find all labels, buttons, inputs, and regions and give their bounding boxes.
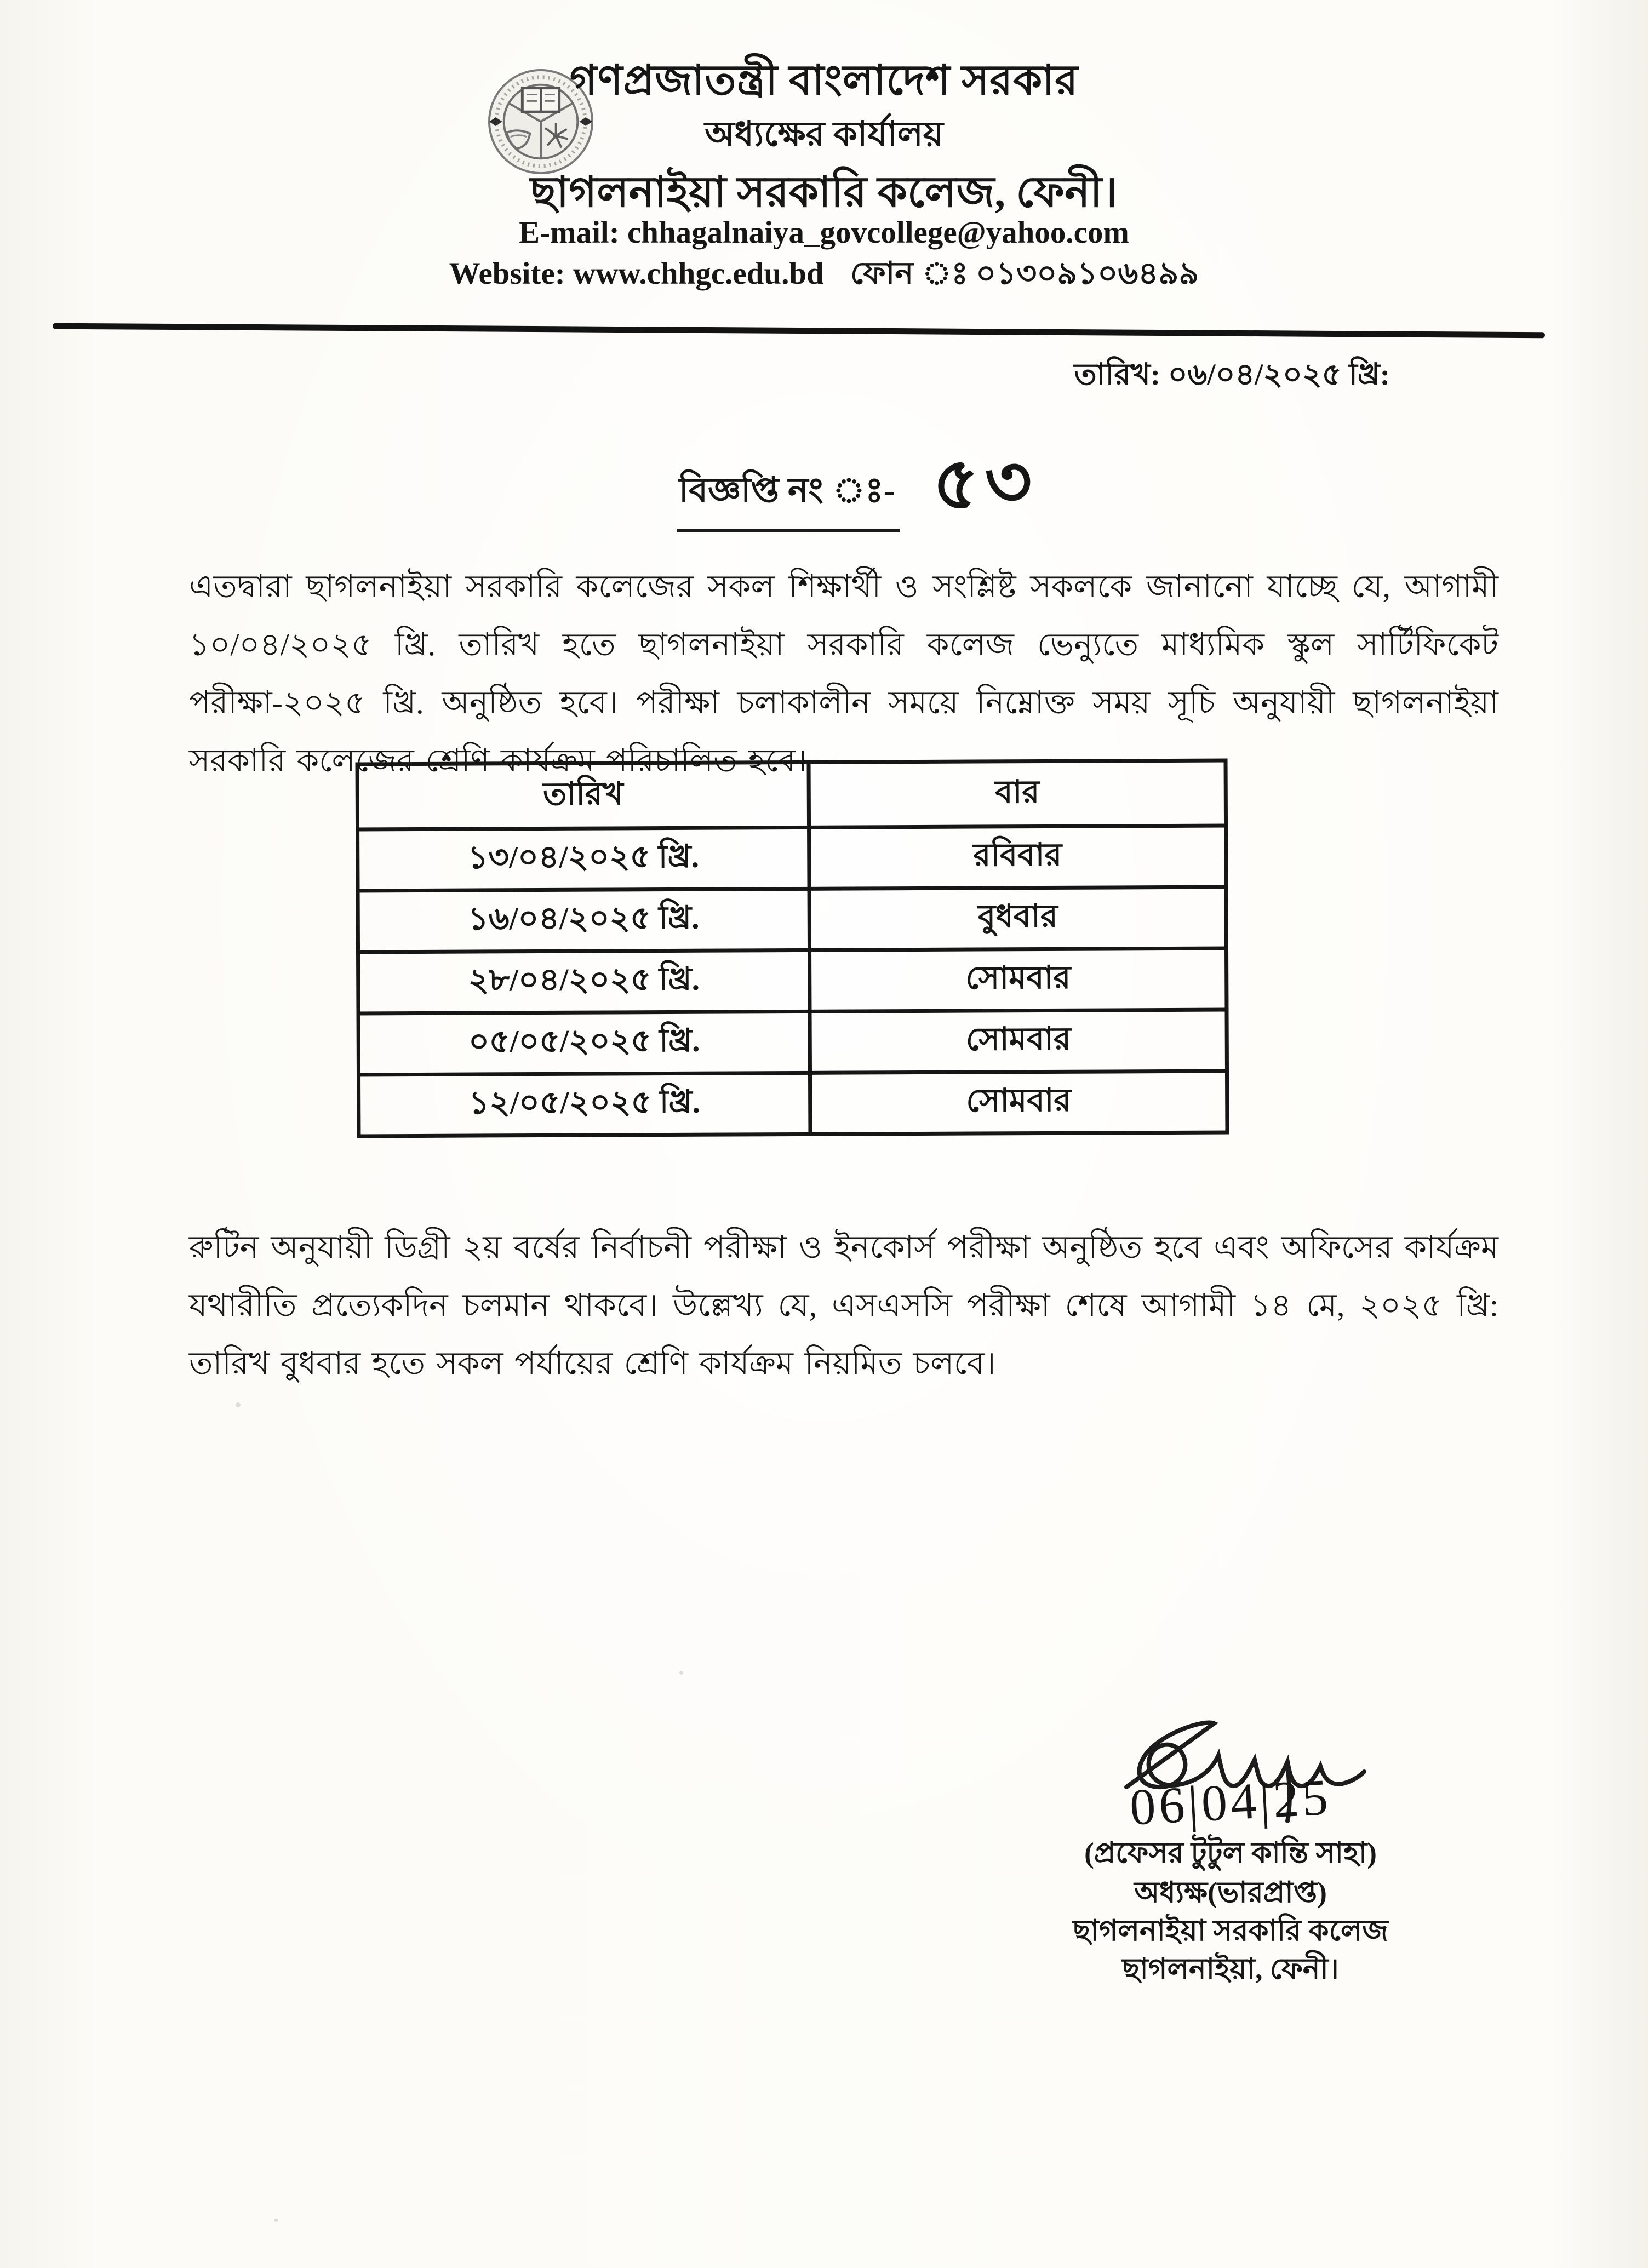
table-row bbox=[358, 1010, 1227, 1075]
notice-number-line bbox=[33, 442, 1648, 532]
day-cell: সোমবার bbox=[810, 1071, 1227, 1134]
body-paragraph-2: রুটিন অনুযায়ী ডিগ্রী ২য় বর্ষের নির্বাচনী পরীক্ষা ও ইনকোর্স পরীক্ষা অনুষ্ঠিত হবে এবং অফিসের কার্যক্রম যথারীতি প্রত্যেকদিন চলমান থাকবে। উল্লেখ্য যে, এসএসসি পরীক্ষা শেষে আগামী ১৪ মে, ২০২৫ খ্রি: তারিখ বুধবার হতে সকল পর্যায়ের শ্রেণি কার্যক্রম নিয়মিত চলবে। bbox=[189, 1229, 1498, 1381]
table-row bbox=[359, 1071, 1227, 1136]
day-cell: সোমবার bbox=[810, 948, 1227, 1011]
class-schedule-table bbox=[356, 759, 1229, 1138]
phone-text: ফোন ঃ ০১৩০৯১০৬৪৯৯ bbox=[850, 256, 1199, 291]
table-row bbox=[358, 948, 1227, 1013]
date-cell: ২৮/০৪/২০২৫ খ্রি. bbox=[358, 950, 810, 1013]
scan-speckle bbox=[274, 2219, 278, 2222]
notice-number-label: বিজ্ঞপ্তি নং ঃ- bbox=[677, 463, 900, 532]
letterhead-website-phone-line bbox=[0, 250, 1648, 302]
header-row bbox=[357, 760, 1226, 829]
scan-speckle bbox=[679, 1671, 683, 1675]
signature-date-handwritten: 06|04|25 bbox=[1128, 1768, 1333, 1836]
day-cell: বুধবার bbox=[809, 887, 1226, 950]
issue-date: তারিখ: ০৬/০৪/২০২৫ খ্রি: bbox=[1074, 358, 1390, 391]
date-cell: ১২/০৫/২০২৫ খ্রি. bbox=[359, 1073, 811, 1136]
column-header-date: তারিখ bbox=[357, 762, 809, 829]
table-row bbox=[358, 826, 1226, 891]
table-row bbox=[358, 887, 1226, 952]
website-text: Website: www.chhgc.edu.bd bbox=[449, 256, 824, 291]
column-header-day: বার bbox=[809, 760, 1226, 827]
date-cell: ১৬/০৪/২০২৫ খ্রি. bbox=[358, 889, 810, 952]
letterhead-college-line: ছাগলনাইয়া সরকারি কলেজ, ফেনী। bbox=[530, 168, 1118, 216]
day-cell: রবিবার bbox=[809, 826, 1226, 889]
signatory-name: (প্রফেসর টুটুল কান্তি সাহা) bbox=[1084, 1837, 1377, 1869]
letterhead-office-line: অধ্যক্ষের কার্যালয় bbox=[705, 115, 943, 153]
signatory-location: ছাগলনাইয়া, ফেনী। bbox=[1122, 1954, 1339, 1985]
date-cell: ১৩/০৪/২০২৫ খ্রি. bbox=[358, 827, 810, 891]
notice-number-handwritten: ৫৩ bbox=[931, 440, 1039, 525]
signatory-title: অধ্যক্ষ(ভারপ্রাপ্ত) bbox=[1134, 1877, 1327, 1909]
day-cell: সোমবার bbox=[810, 1010, 1227, 1073]
date-cell: ০৫/০৫/২০২৫ খ্রি. bbox=[358, 1011, 810, 1075]
schedule-table-body bbox=[358, 826, 1227, 1136]
letterhead-govt-line: গণপ্রজাতন্ত্রী বাংলাদেশ সরকার bbox=[569, 58, 1079, 104]
schedule-table-head bbox=[357, 760, 1226, 829]
letterhead-email-line: E-mail: chhagalnaiya_govcollege@yahoo.com bbox=[519, 215, 1129, 250]
scan-speckle bbox=[236, 1402, 241, 1407]
header-divider-rule bbox=[53, 323, 1545, 339]
body-paragraph-1: এতদ্বারা ছাগলনাইয়া সরকারি কলেজের সকল শিক্ষার্থী ও সংশ্লিষ্ট সকলকে জানানো যাচ্ছে যে, আগামী ১০/০৪/২০২৫ খ্রি. তারিখ হতে ছাগলনাইয়া সরকারি কলেজ ভেন্যুতে মাধ্যমিক স্কুল সার্টিফিকেট পরীক্ষা-২০২৫ খ্রি. অনুষ্ঠিত হবে। পরীক্ষা চলাকালীন সময়ে নিম্নোক্ত সময় সূচি অনুযায়ী ছাগলনাইয়া সরকারি কলেজের শ্রেণি কার্যক্রম পরিচালিত হবে। bbox=[189, 569, 1498, 778]
signatory-college: ছাগলনাইয়া সরকারি কলেজ bbox=[1073, 1915, 1388, 1947]
